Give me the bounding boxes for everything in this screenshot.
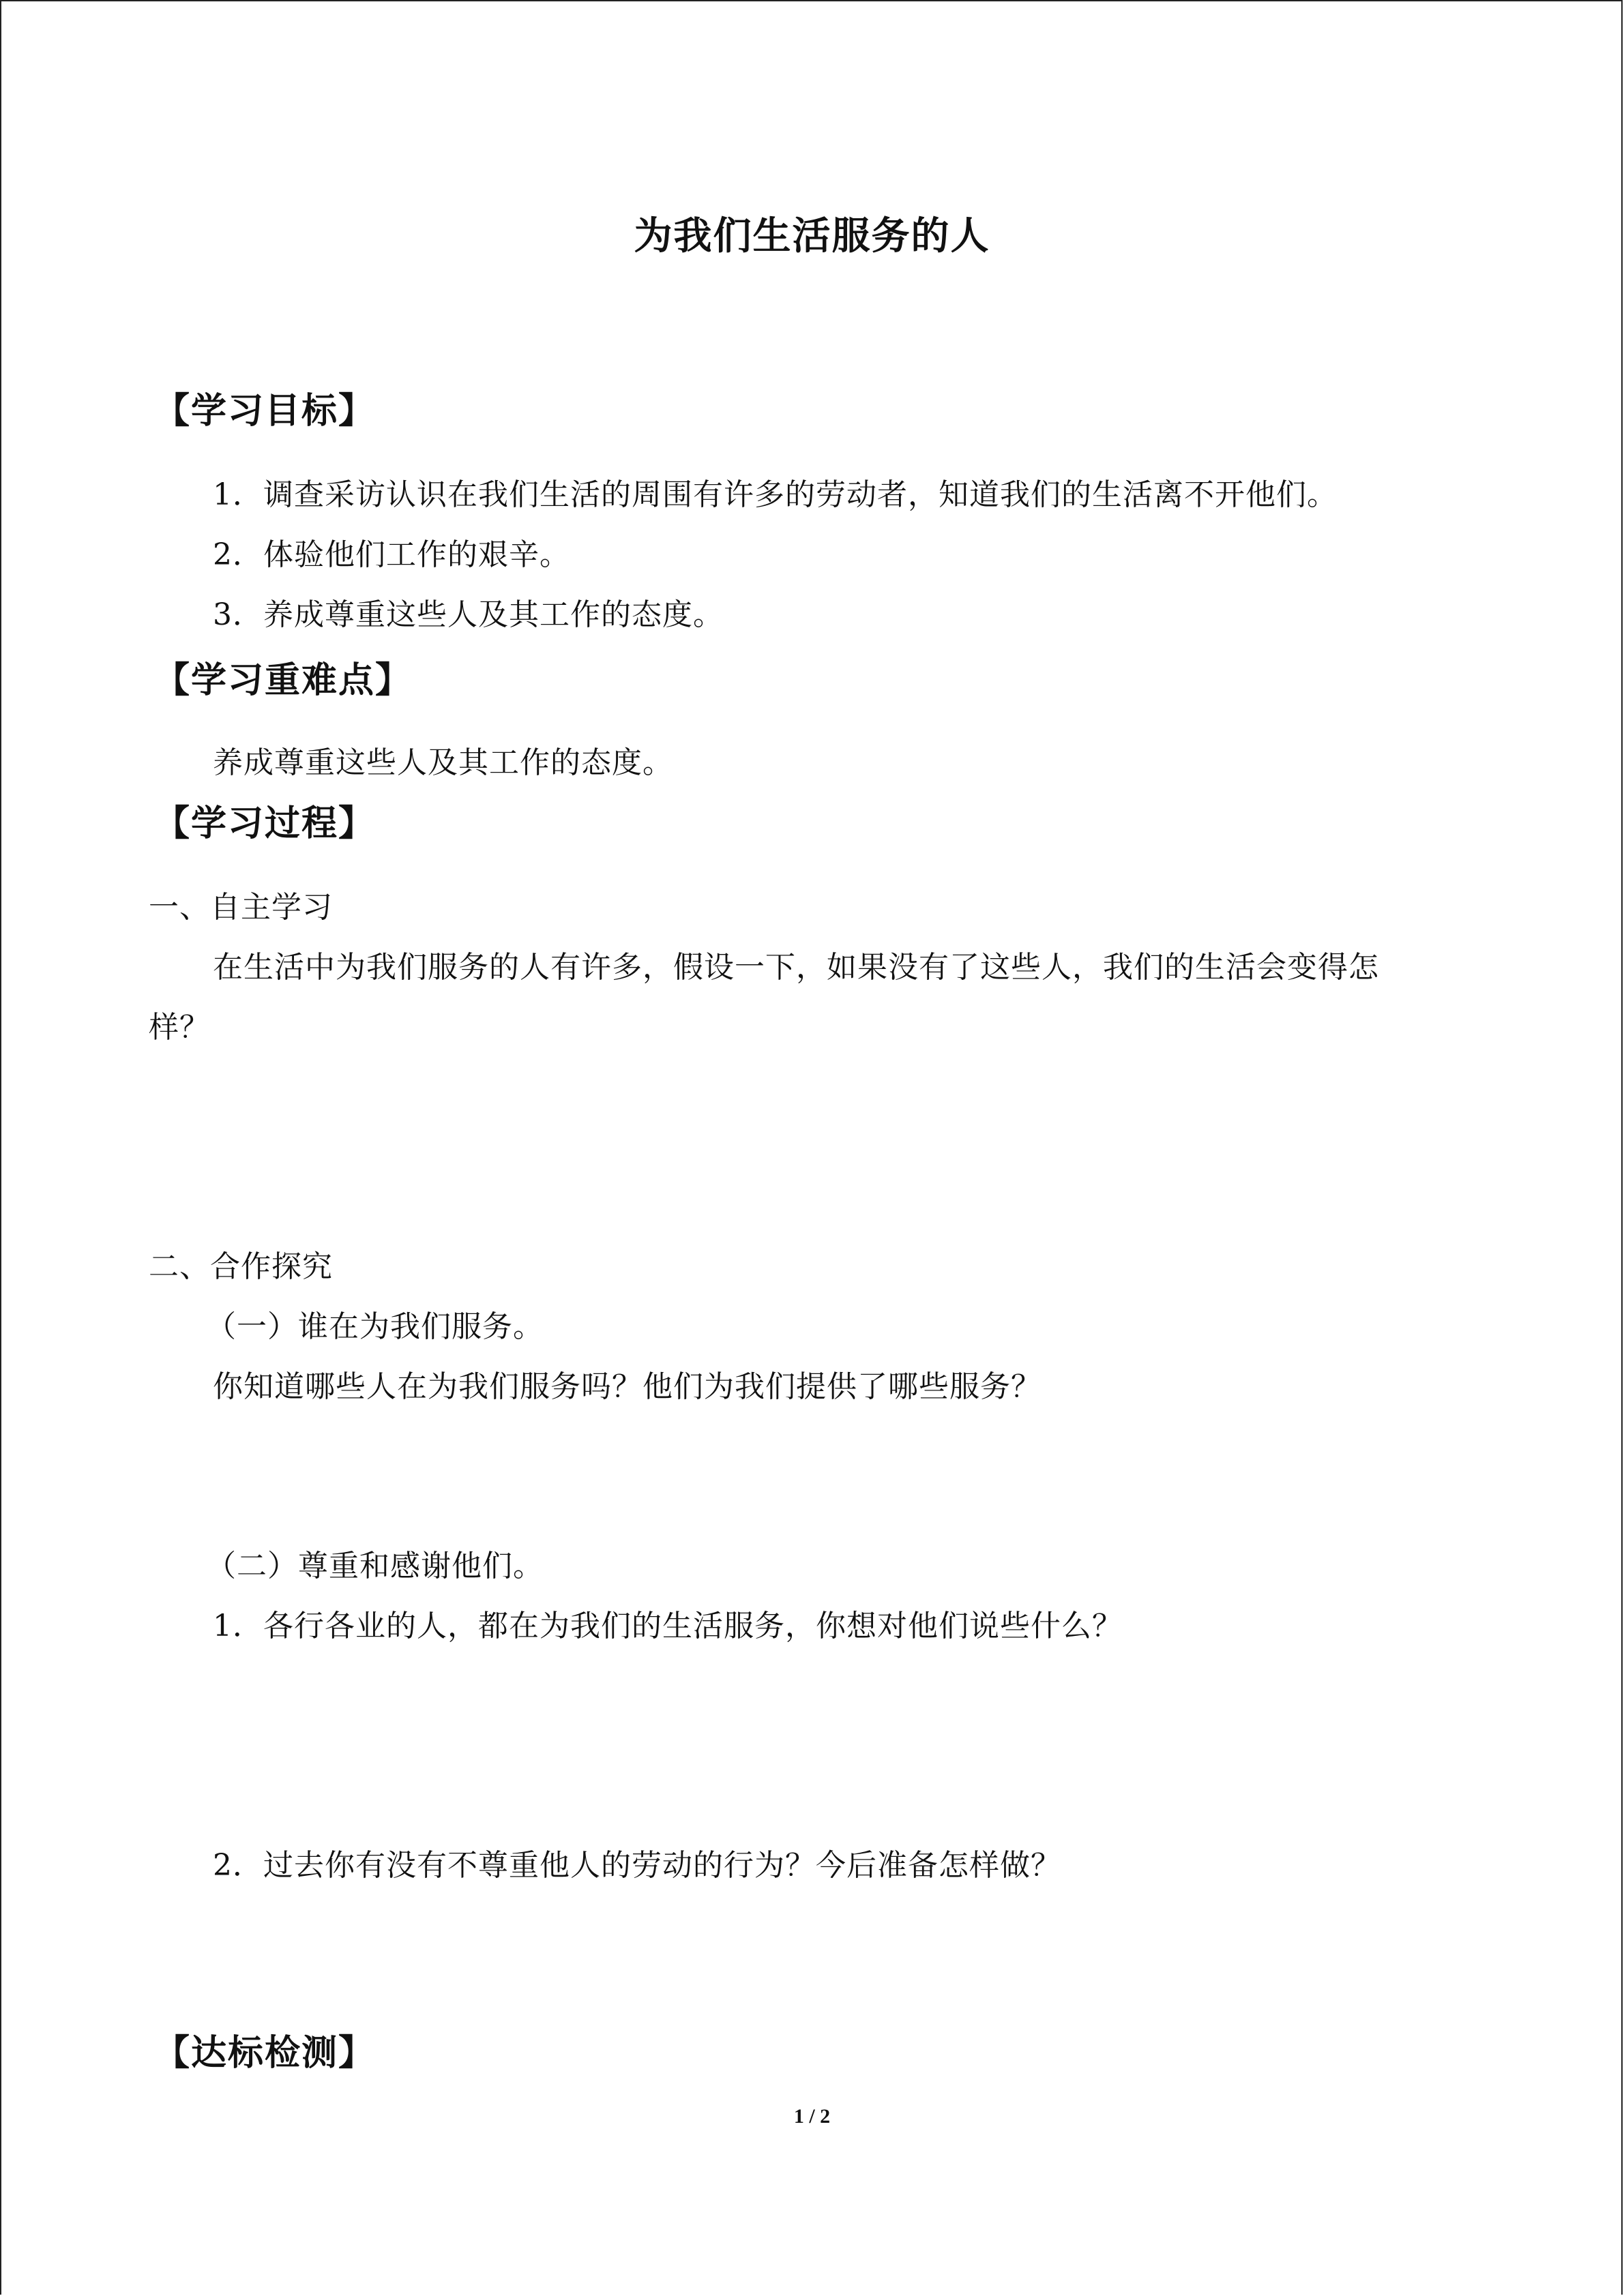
section-heading-key-points: 【学习重难点】 — [154, 659, 413, 701]
goal-item-1: 1．调查采访认识在我们生活的周围有许多的劳动者，知道我们的生活离不开他们。 — [213, 477, 1338, 512]
cooperation-part2-question-1: 1．各行各业的人，都在为我们的生活服务，你想对他们说些什么？ — [213, 1609, 1123, 1643]
goal-item-3: 3．养成尊重这些人及其工作的态度。 — [213, 597, 724, 632]
section-heading-goals: 【学习目标】 — [154, 390, 376, 432]
self-study-label: 一、自主学习 — [149, 890, 333, 925]
cooperation-part2-title: （二）尊重和感谢他们。 — [206, 1549, 544, 1583]
key-points-text: 养成尊重这些人及其工作的态度。 — [213, 745, 673, 780]
cooperation-part2-question-2: 2．过去你有没有不尊重他人的劳动的行为？今后准备怎样做？ — [213, 1848, 1061, 1883]
self-study-text-line-2: 样？ — [149, 1010, 210, 1045]
cooperation-label: 二、合作探究 — [149, 1249, 333, 1284]
section-heading-process: 【学习过程】 — [154, 803, 376, 844]
cooperation-part1-question: 你知道哪些人在为我们服务吗？他们为我们提供了哪些服务？ — [213, 1369, 1042, 1404]
goal-item-2: 2．体验他们工作的艰辛。 — [213, 537, 570, 572]
cooperation-part1-title: （一）谁在为我们服务。 — [206, 1309, 544, 1344]
section-heading-assessment: 【达标检测】 — [154, 2032, 376, 2074]
page-title: 为我们生活服务的人 — [634, 213, 990, 258]
page-number: 1 / 2 — [793, 2105, 831, 2128]
self-study-text-line-1: 在生活中为我们服务的人有许多，假设一下，如果没有了这些人，我们的生活会变得怎 — [213, 950, 1379, 985]
